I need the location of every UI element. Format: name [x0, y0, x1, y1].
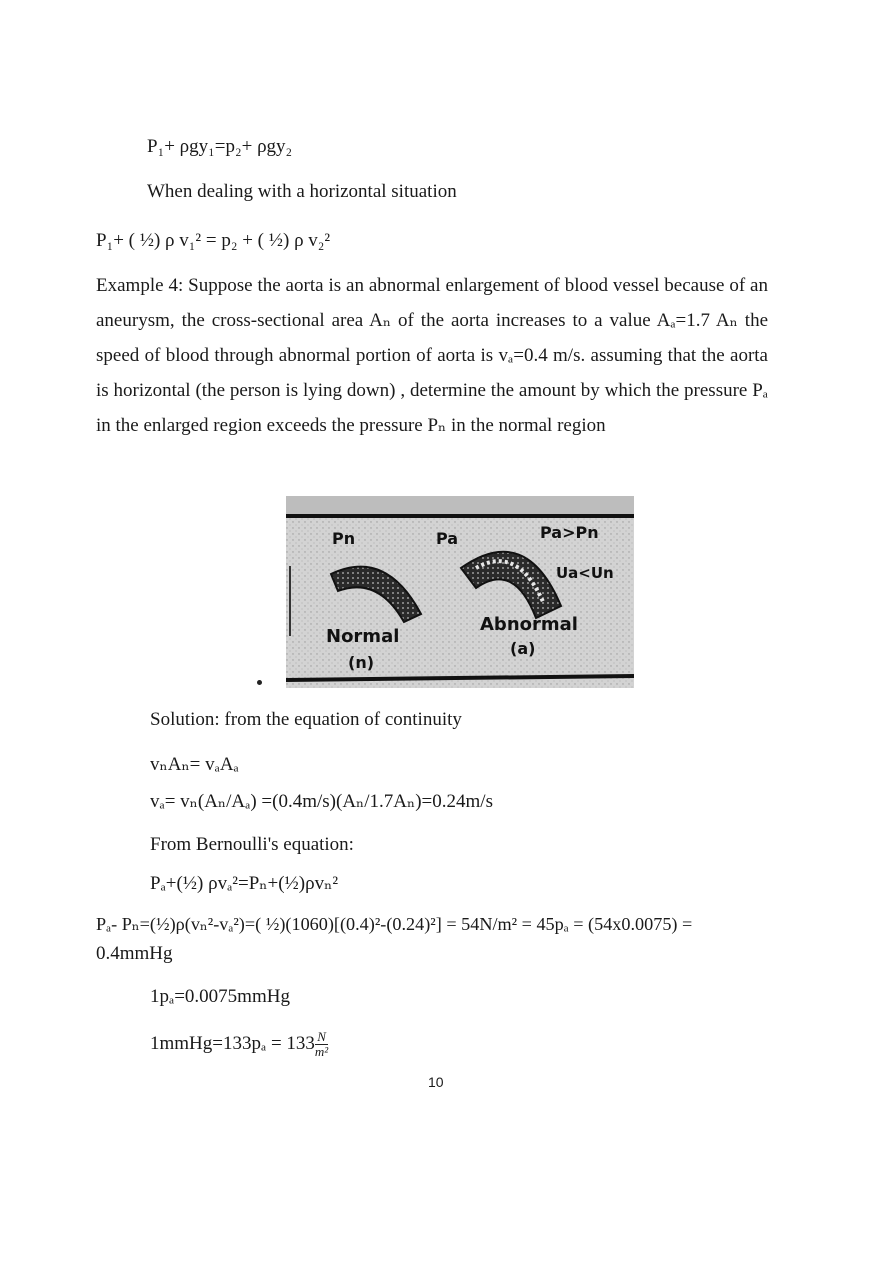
- label-velocity-compare: Ua<Un: [556, 564, 614, 582]
- pressure-difference-result: 0.4mmHg: [96, 943, 173, 964]
- horizontal-intro: When dealing with a horizontal situation: [147, 181, 457, 202]
- n-per-m2-fraction: [315, 1030, 328, 1059]
- label-abnormal-sym: (a): [510, 639, 536, 658]
- label-abnormal: Abnormal: [480, 614, 578, 635]
- example-4-text: Example 4: Suppose the aorta is an abnormal enlargement of blood vessel because of an aneurysm, the cross-sectional area Aₙ of the aorta increases to a value Aₐ=1.7 Aₙ the speed of blood through abnormal portion of aorta is vₐ=0.4 m/s. assuming that the aorta is horizontal (the person is lying down) , determine the amount by which the pressure Pₐ in the enlarged region exceeds the pressure Pₙ in the normal region: [96, 275, 768, 436]
- aorta-figure: [286, 496, 634, 688]
- mmhg-conversion: [150, 1030, 328, 1059]
- pascal-conversion: 1pₐ=0.0075mmHg: [150, 986, 290, 1007]
- page-number: 10: [428, 1074, 444, 1090]
- pressure-difference-calc: Pₐ- Pₙ=(½)ρ(vₙ²-vₐ²)=( ½)(1060)[(0.4)²-(0.24)²] = 54N/m² = 45pₐ = (54x0.0075) =: [96, 914, 693, 934]
- bernoulli-equation: Pₐ+(½) ρvₐ²=Pₙ+(½)ρvₙ²: [150, 873, 339, 894]
- label-normal: Normal: [326, 626, 400, 647]
- bernoulli-intro: From Bernoulli's equation:: [150, 834, 354, 855]
- label-pa: Pa: [436, 529, 459, 548]
- velocity-calc: vₐ= vₙ(Aₙ/Aₐ) =(0.4m/s)(Aₙ/1.7Aₙ)=0.24m/s: [150, 791, 493, 812]
- equation-hydrostatic: P₁+ ρgy₁=p₂+ ρgy₂: [147, 136, 293, 157]
- label-pressure-compare: Pa>Pn: [540, 523, 599, 542]
- aneurysm-diagram: [286, 496, 634, 688]
- label-pn: Pn: [332, 529, 356, 548]
- fraction-numerator: N: [315, 1030, 328, 1045]
- fraction-denominator: m²: [314, 1044, 329, 1059]
- mmhg-conversion-text: 1mmHg=133pₐ = 133: [150, 1032, 315, 1054]
- bullet: [257, 680, 262, 685]
- continuity-equation: vₙAₙ= vₐAₐ: [150, 754, 239, 775]
- equation-bernoulli-horizontal: P₁+ ( ½) ρ v₁² = p₂ + ( ½) ρ v₂²: [96, 230, 331, 251]
- solution-intro: Solution: from the equation of continuity: [150, 709, 462, 730]
- label-normal-sym: (n): [348, 653, 375, 672]
